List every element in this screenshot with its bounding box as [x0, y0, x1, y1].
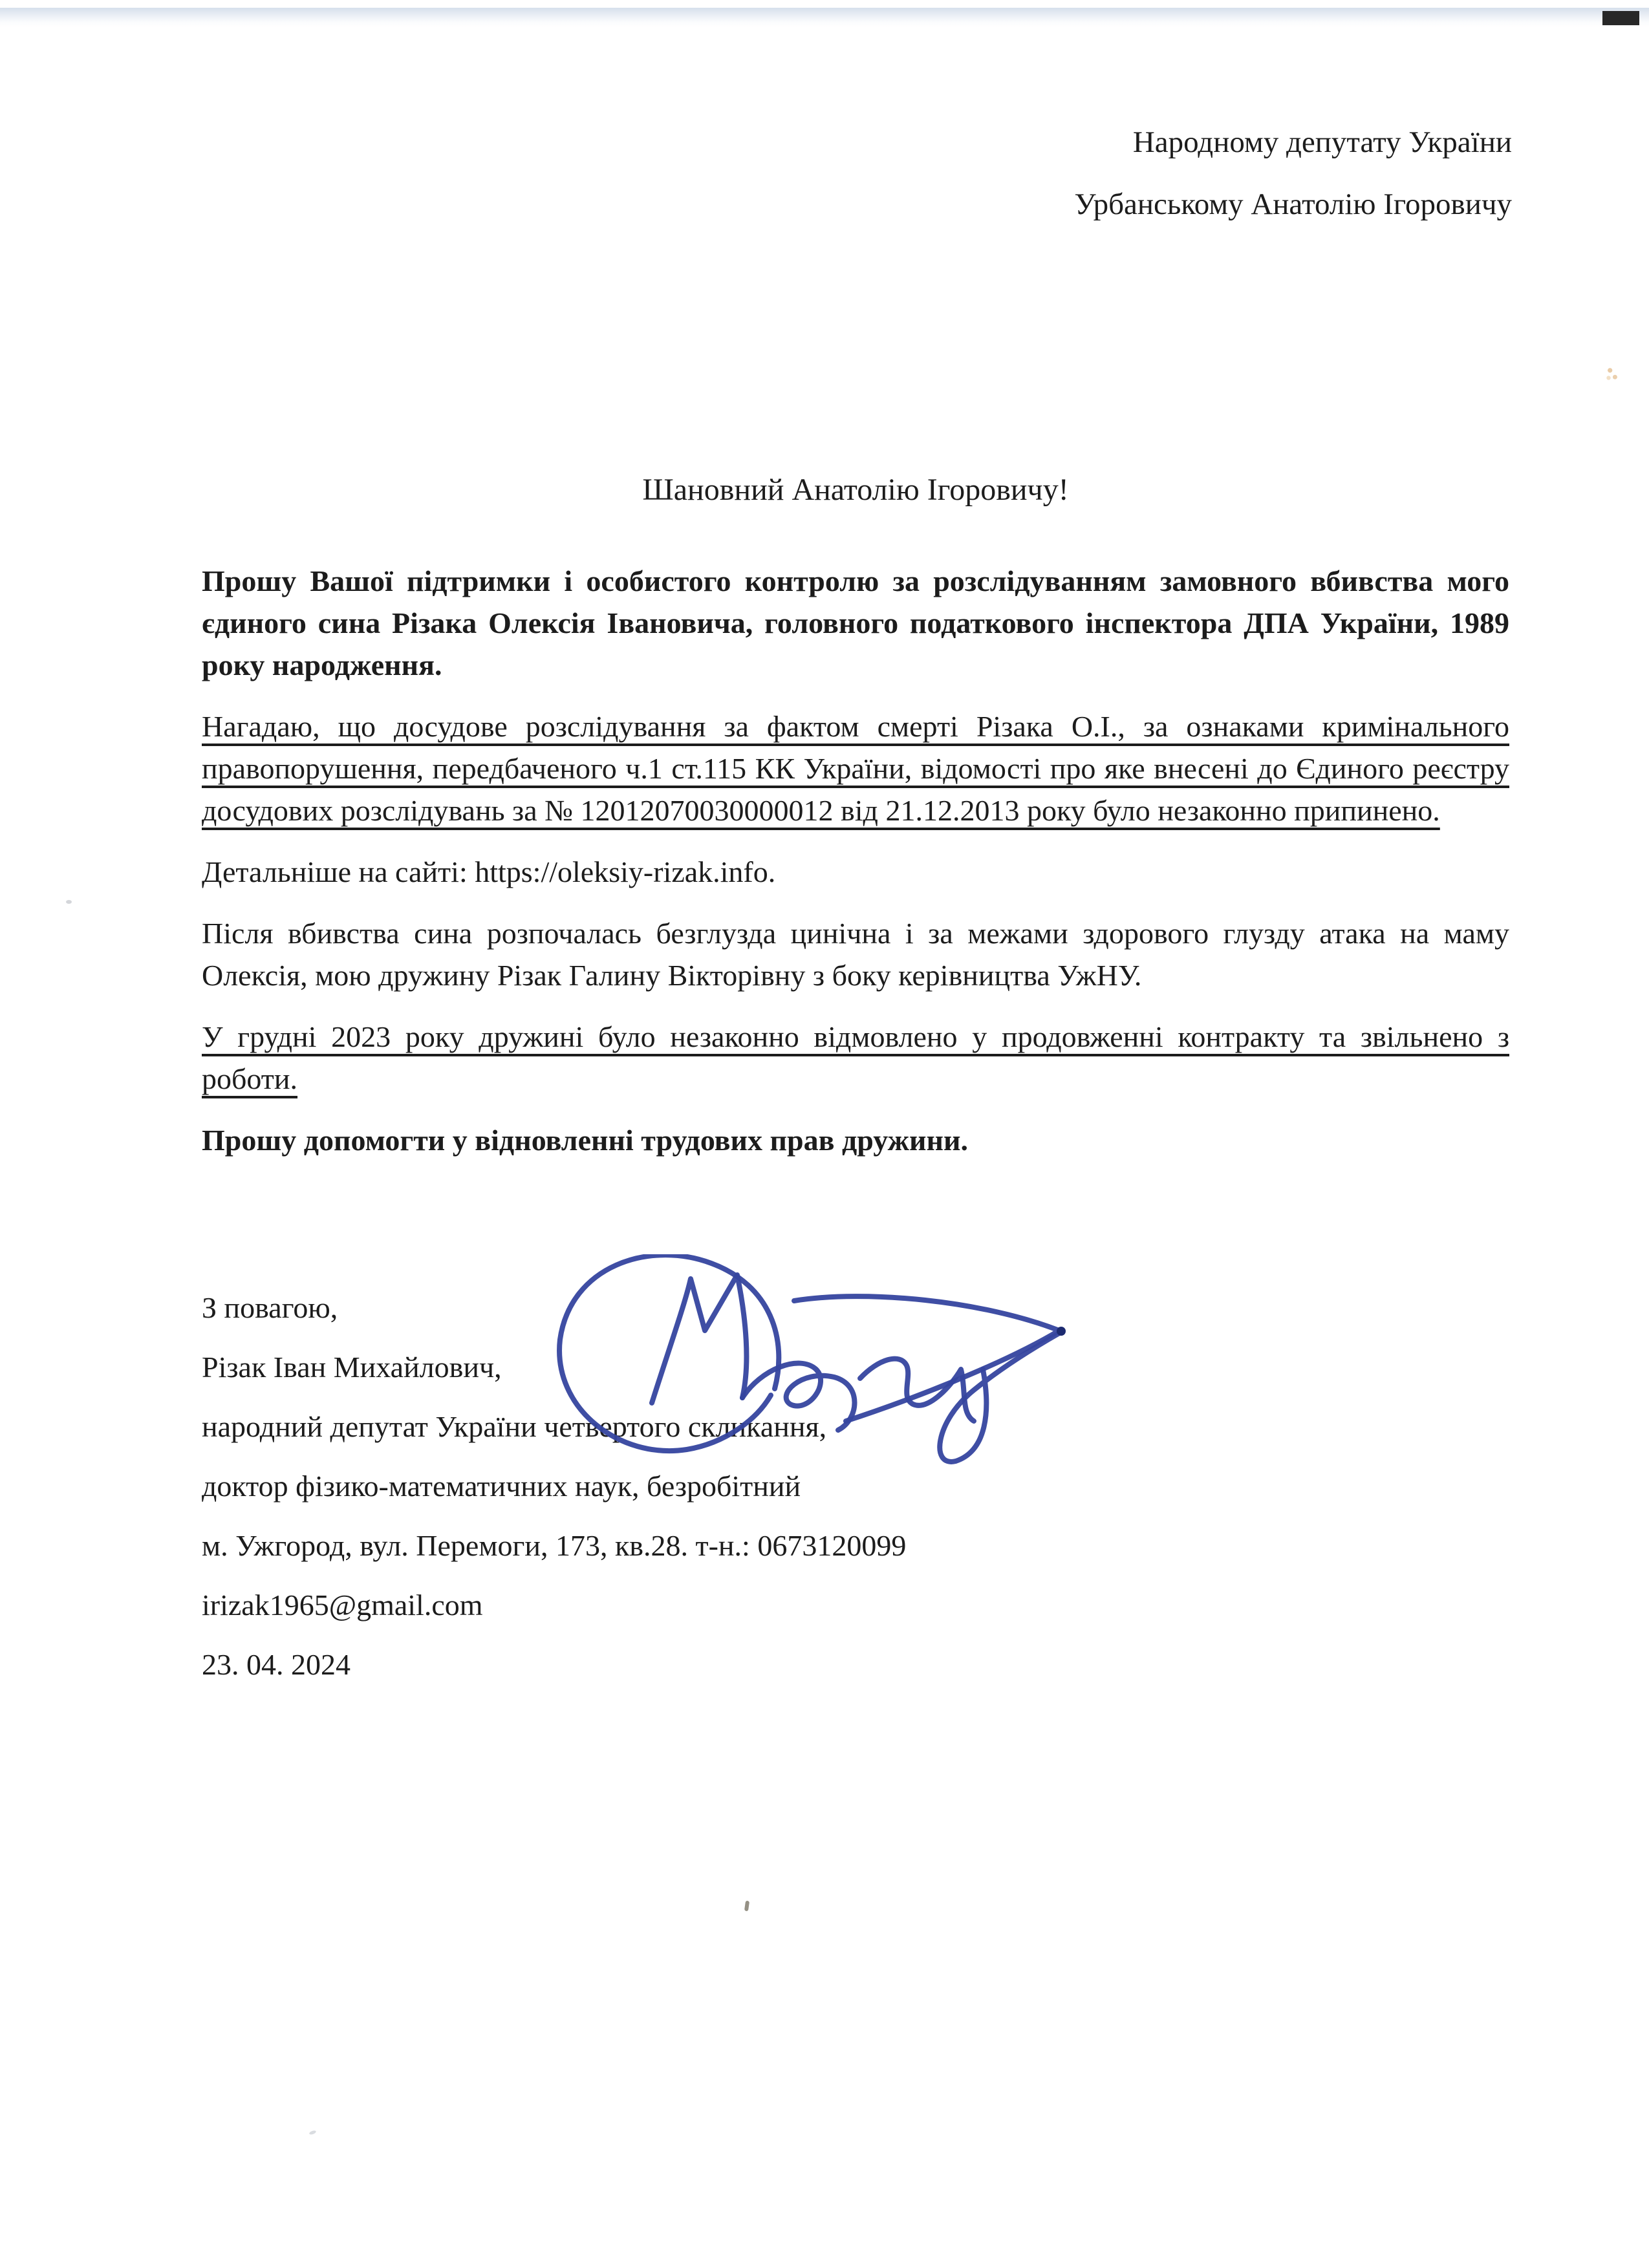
closing-line-doctor-title: доктор фізико-математичних наук, безробітний: [202, 1470, 801, 1503]
scan-speck: [744, 1901, 749, 1912]
scan-speck: [1605, 365, 1619, 382]
salutation: Шановний Анатолію Ігоровичу!: [642, 473, 1069, 507]
scan-noise-band: [0, 8, 1649, 27]
closing-line-date: 23. 04. 2024: [202, 1648, 350, 1681]
scan-speck: [66, 900, 72, 904]
body-paragraph-attack: Після вбивства сина розпочалась безглузда цинічна і за межами здорового глузду атака на маму Олексія, мою дружину Різак Галину Вікторівну з боку керівництва УжНУ.: [202, 917, 1509, 992]
closing-line-email: irizak1965@gmail.com: [202, 1589, 483, 1621]
recipient-line-1: Народному депутату України: [1132, 125, 1512, 159]
body-paragraph-request: Прошу Вашої підтримки і особистого контролю за розслідуванням замовного вбивства мого єдиного сина Різака Олексія Івановича, головного податкового інспектора ДПА України, 1989 року народження.: [202, 564, 1509, 681]
letter-body: [202, 560, 1509, 1181]
body-paragraph-case-details: Нагадаю, що досудове розслідування за фактом смерті Різака О.І., за ознаками кримінального правопорушення, передбаченого ч.1 ст.115 КК України, відомості про яке внесені до Єдиного реєстру досудових розслідувань за № 12012070030000012 від 21.12.2013 року було незаконно припинено.: [202, 710, 1509, 827]
body-paragraph-help-request: Прошу допомогти у відновленні трудових прав дружини.: [202, 1124, 968, 1157]
recipient-block: [1074, 111, 1512, 235]
signature-scribble: [550, 1254, 1080, 1474]
closing-line-address-phone: м. Ужгород, вул. Перемоги, 173, кв.28. т-н.: 0673120099: [202, 1529, 907, 1562]
recipient-line-2: Урбанському Анатолію Ігоровичу: [1074, 187, 1512, 221]
scanner-corner-mark: [1602, 11, 1639, 25]
closing-line-regards: З повагою,: [202, 1291, 338, 1324]
scan-speck: [308, 2130, 316, 2135]
body-paragraph-website: Детальніше на сайті: https://oleksiy-rizak.info.: [202, 855, 776, 888]
closing-line-name: Різак Іван Михайлович,: [202, 1351, 502, 1384]
closing-line-deputy-title: народний депутат України четвертого скликання,: [202, 1410, 827, 1443]
body-paragraph-dismissal: У грудні 2023 року дружині було незаконно відмовлено у продовженні контракту та звільнено з роботи.: [202, 1020, 1509, 1095]
